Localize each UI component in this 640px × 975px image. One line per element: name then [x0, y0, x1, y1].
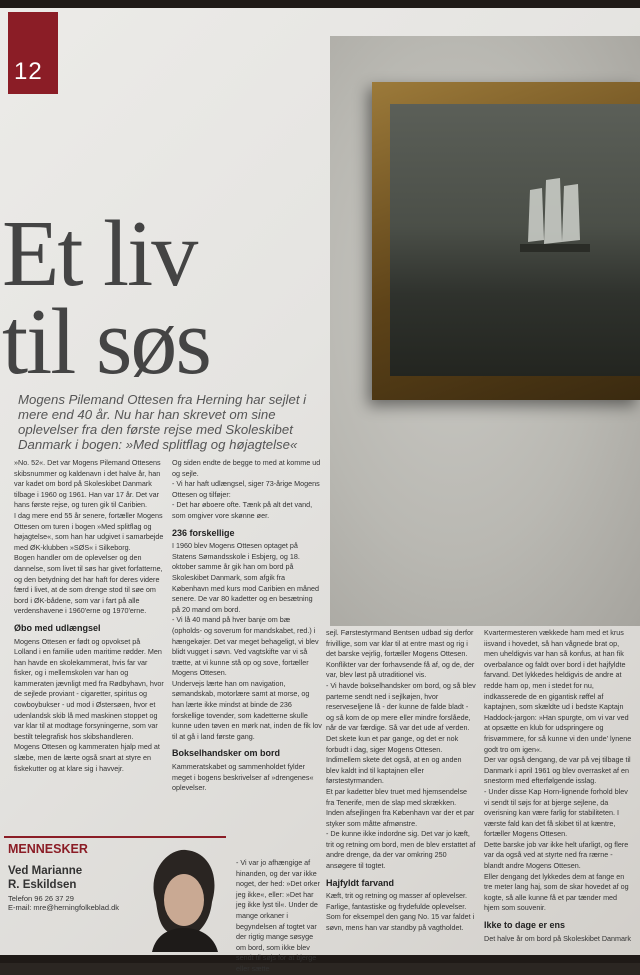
- paragraph: Der var også dengang, de var på vej tilbage til Danmark i april 1961 og blev overrasket af en snestorm med efterfølgende isslag.: [484, 755, 631, 786]
- section-label: MENNESKER: [8, 842, 88, 856]
- subheading: Bokselhandsker om bord: [172, 748, 281, 759]
- paragraph: Mogens Ottesen og kammeraten hjalp med at slæbe, men de lærte også snart at styre en fiskekutter og at klare sig i havvejr.: [14, 742, 160, 773]
- paragraph: sejl. Førstestyrmand Bentsen udbad sig derfor frivillige, som var klar til at entre mast og rig i det barske vejrlig, fortæller Mogens Ottesen.: [326, 628, 474, 659]
- paragraph: Konflikter var der forhavsende få af, og de, der var, blev løst på utraditionel vis.: [326, 659, 475, 680]
- subheading: Øbo med udlængsel: [14, 622, 101, 633]
- author-name: [8, 864, 82, 892]
- article-intro: Mogens Pilemand Ottesen fra Herning har sejlet i mere end 40 år. Nu har han skrevet om sine oplevelser fra den første rejse med Skoleskibet Danmark i bogen: »Med splitflag og højagtelse«: [18, 392, 307, 452]
- paragraph: - Vi var jo afhængige af hinanden, og der var ikke noget, der hed: »Det orker jeg ikke«, eller: »Det har jeg ikke lyst til«. Under de mange orkaner i begyndelsen af togtet var der rigtig mange søsyge om bord, som ikke blev sendt til søjs for at bjerge eller sætte: [236, 858, 320, 973]
- text-column-2-lower: [236, 858, 322, 975]
- paragraph: »No. 52«. Det var Mogens Pilemand Ottesens skibsnummer og kaldenavn i det halve år, han var kadet om bord på Skoleskibet Danmark tilbage i 1960 og 1961. Han var 17 år. Det var hans første rejse, og turen gik til Caribien.: [14, 458, 161, 510]
- text-column-1: [14, 458, 164, 774]
- paragraph: Dette barske job var ikke helt ufarligt, og flere var da også ved at styrte ned fra rærne - blandt andre Mogens Ottesen.: [484, 839, 629, 871]
- paragraph: Et par kadetter blev truet med hjemsendelse fra Tenerife, men de slap med skrækken. Inden afsejlingen fra København var der et par styker som måtte afmønstre.: [326, 786, 475, 828]
- author-surname: R. Eskildsen: [8, 879, 77, 891]
- paragraph: - Vi lå 40 mand på hver banje om bæ (opholds- og soverum for mandskabet, red.) i hængekøjer. Det var meget behageligt, vi blev blidt vugget i søvn. Ved vagtskifte var vi så trætte, at vi kunne stå op og sove, fortæller Mogens Ottesen.: [172, 615, 319, 678]
- subheading: Ikke to dage er ens: [484, 920, 566, 931]
- title-line-1: Et liv: [2, 202, 197, 306]
- title-line-2: til søs: [2, 290, 211, 394]
- paragraph: Eller dengang det lykkedes dem at fange en tre meter lang haj, som de skar hovedet af og kogte, så alle kunne få et par tænder med hjem som souvenir.: [484, 871, 629, 913]
- paragraph: Og siden endte de begge to med at komme ud og sejle.: [172, 458, 321, 478]
- page-number: 12: [14, 58, 43, 85]
- subheading: Hajfyldt farvand: [326, 877, 395, 888]
- paragraph: Mogens Ottesen er født og opvokset på Lolland i en familie uden maritime rødder. Men han havde en skolekammerat, hvis far var fisker, og i mellemskolen var han og kammeraten jævnligt med fra Rødbyhavn, hvor de sejlede proviant - cigaretter, spiritus og cowboybukser - ud mod i Østersøen, hvor et udenlandsk skib lå med maskinen stoppet og var klar til at modtage forsyningerne, som var bestilt telegrafisk hos skibshandleren.: [14, 636, 164, 741]
- ship-painting: [390, 104, 640, 376]
- paragraph: - Det har øboere ofte. Tænk på alt det vand, som omgiver vore skønne øer.: [172, 500, 313, 520]
- paragraph: Det halve år om bord på Skoleskibet Danmark: [484, 933, 632, 943]
- paragraph: I 1960 blev Mogens Ottesen optaget på Statens Sømandsskole i Esbjerg, og 18. oktober samme år gik han om bord på Skoleskibet Danmark, som afgik fra København med kurs mod Caribien en måned senere. De var 80 kadetter og en besætning på 20 mand om bord.: [172, 541, 320, 614]
- paragraph: Indimellem skete det også, at en og anden blev kaldt ind til kaptajnen eller førstestyrmanden.: [326, 755, 462, 786]
- text-column-3: [326, 628, 476, 934]
- author-phone: Telefon 96 26 37 29: [8, 894, 74, 903]
- paragraph: Kvartermesteren vækkede ham med et krus iisvand i hovedet, så han vågnede brat op, men uheldigvis var han så konfus, at han fik overbalance og faldt over bord i det hajfyldte farvand. Det lykkedes heldigvis de andre at redde ham op, men i stedet for nu, indkasserede de en gigantisk røffel af kaptajnen, som skældte ud i bedste Kaptajn Haddock-jargon: »Han spurgte, om vi var ved at opsætte en klub for udspringere og frisvømmere, for så kunne vi den unde' lynene godt tro om igen«.: [484, 628, 632, 754]
- paragraph: - Vi har haft udlængsel, siger 73-årige Mogens Ottesen og tilføjer:: [172, 479, 320, 499]
- author-contact: [8, 894, 119, 912]
- sailing-ship-icon: [520, 170, 590, 260]
- page-top-edge: [0, 0, 640, 8]
- paragraph: Kammeratskabet og sammenholdet fylder meget i bogens beskrivelser af »drengenes« oplevelser.: [172, 762, 314, 793]
- paragraph: Kæft, trit og retning og masser af oplevelser. Farlige, fantastiske og frydefulde oplevelser. Som for eksempel den gang No. 15 var faldet i søvn, mens han var standby på vagtholdet.: [326, 891, 475, 933]
- paragraph: - De kunne ikke indordne sig. Det var jo kæft, trit og retning om bord, men de blev erstattet af andre drenge, da der var omkring 250 ansøgere til togtet.: [326, 829, 476, 871]
- text-column-4: [484, 628, 634, 944]
- author-prefix: Ved Marianne: [8, 865, 83, 877]
- text-column-2: [172, 458, 322, 794]
- paragraph: Bogen handler om de oplevelser og den dannelse, som livet til søs har givet forfatterne, og den betydning det har haft for deres videre færd i livet, at de som drenge stod til søe om bord i ØK-bådene, som var i fart på alle verdenshavene i 1960'erne og 1970'erne.: [14, 553, 163, 616]
- paragraph: I dag mere end 55 år senere, fortæller Mogens Ottesen om turen i bogen »Med splitflag og højagtelse«, som han har udgivet i samarbejde med ØK-klubben »SØS« i Silkeborg.: [14, 510, 164, 552]
- subheading: 236 forskellige: [172, 527, 235, 538]
- author-email: E-mail: mre@herningfolkeblad.dk: [8, 903, 119, 912]
- author-portrait: [138, 842, 228, 952]
- paragraph: Undervejs lærte han om navigation, sømandskab, motorlære samt at morse, og han lærte ikke mindst at binde de 236 forskellige tovender, som kadetterne skulle kunne uden tøven en mørk nat, inden de fik lov til at gå i land første gang.: [172, 678, 322, 741]
- paragraph: - Under disse Kap Horn-lignende forhold blev vi sendt til søjs for at bjerge sejlene, da overisning kan være farlig for stabiliteten. I værste fald kan det få skibet til at kæntre, fortæller Mogens Ottesen.: [484, 786, 628, 839]
- article-title: [2, 202, 211, 394]
- paragraph: - Vi havde bokselhandsker om bord, og så blev parterne sendt ned i sejlkøjen, hvor reserveseljene lå - der kunne de falde bladt - og så kom de op mere eller mindre forslåede, når de var færdige. Så var det ude af verden. Det skete kun et par gange, og det er nok forbudt i dag, siger Mogens Ottesen.: [326, 680, 476, 754]
